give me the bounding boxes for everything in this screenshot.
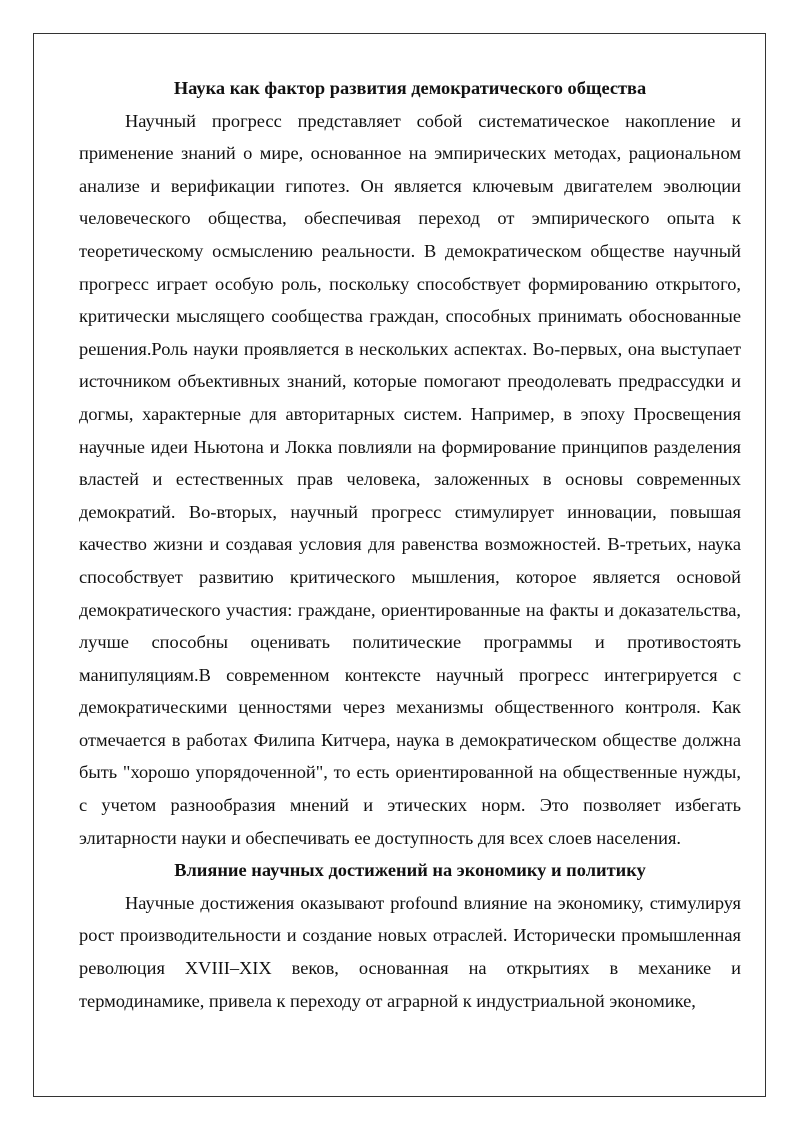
section-heading-economy-politics: Влияние научных достижений на экономику и политику [174,860,646,881]
section-heading-science-democracy: Наука как фактор развития демократического общества [173,78,647,98]
document-body [79,72,741,1017]
paragraph-science-democracy: Научный прогресс представляет собой систематическое накопление и применение знаний о мире, основанное на эмпирических методах, рациональном анализе и верификации гипотез. Он является ключевым двигателем эволюции человеческого общества, обеспечивая переход от эмпирического опыта к теоретическому осмыслению реальности. В демократическом обществе научный прогресс играет особую роль, поскольку способствует формированию открытого, критически мыслящего сообщества граждан, способных принимать обоснованные решения.Роль науки проявляется в нескольких аспектах. Во-первых, она выступает источником объективных знаний, которые помогают преодолевать предрассудки и догмы, характерные для авторитарных систем. Например, в эпоху Просвещения научные идеи Ньютона и Локка повлияли на формирование принципов разделения властей и естественных прав человека, заложенных в основы современных демократий. Во-вторых, научный прогресс стимулирует инновации, повышая качество жизни и создавая условия для равенства возможностей. В-третьих, наука способствует развитию критического мышления, которое является основой демократического участия: граждане, ориентированные на факты и доказательства, лучше способны оценивать политические программы и противостоять манипуляциям.В современном контексте научный прогресс интегрируется с демократическими ценностями через механизмы общественного контроля. Как отмечается в работах Филипа Китчера, наука в демократическом обществе должна быть "хорошо упорядоченной", то есть ориентированной на общественные нужды, с учетом разнообразия мнений и этических норм. Это позволяет избегать элитарности науки и обеспечивать ее доступность для всех слоев населения. [79,110,741,848]
paragraph-economy-politics: Научные достижения оказывают profound влияние на экономику, стимулируя рост производительности и создание новых отраслей. Исторически промышленная революция XVIII–XIX веков, основанная на открытиях в механике и термодинамике, привела к переходу от аграрной к индустриальной экономике, [79,892,741,1011]
